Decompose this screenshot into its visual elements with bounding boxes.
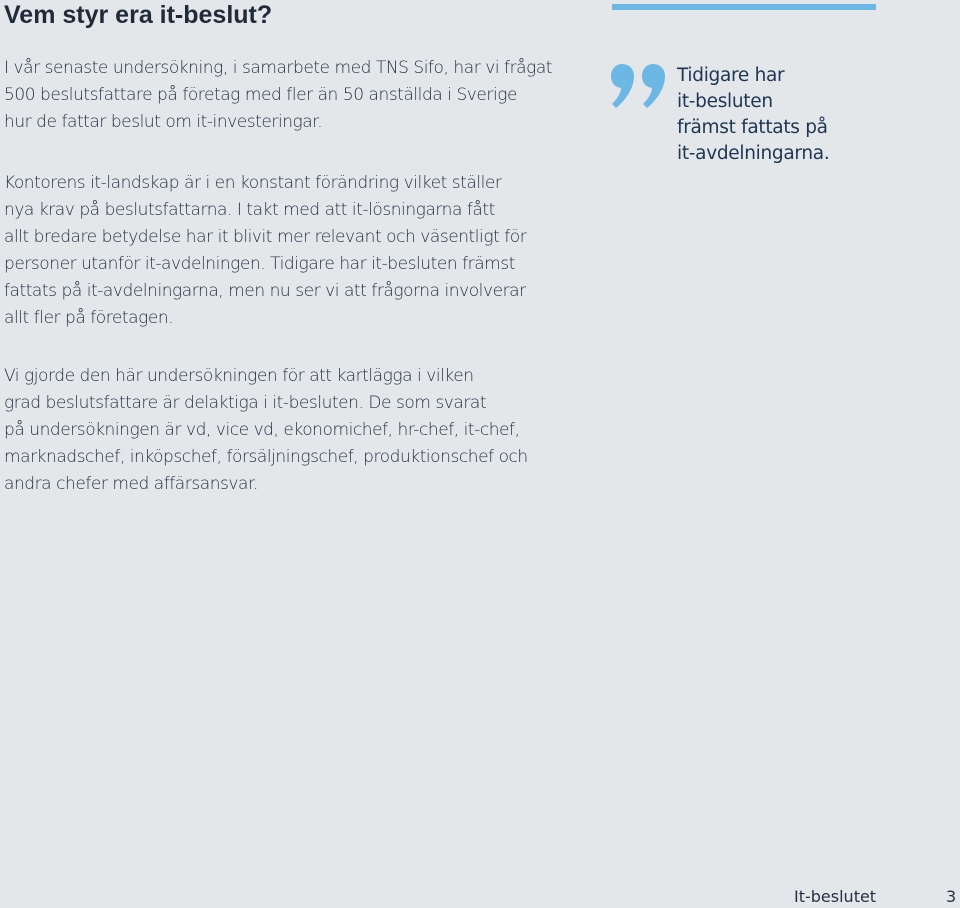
text-line: grad beslutsfattare är delaktiga i it-besluten. De som svarat [4, 393, 487, 413]
text-line: Kontorens it-landskap är i en konstant förändring vilket ställer [4, 173, 502, 193]
intro-paragraph [4, 55, 552, 136]
text-line: I vår senaste undersökning, i samarbete med TNS Sifo, har vi frågat [4, 58, 553, 78]
pull-quote-line: Tidigare har [677, 65, 785, 86]
pull-quote-line: it-avdelningarna. [677, 143, 830, 164]
pull-quote [677, 63, 937, 167]
text-line: andra chefer med affärsansvar. [4, 474, 258, 494]
method-paragraph [4, 363, 528, 498]
footer-publication-label: It-beslutet [794, 887, 877, 906]
text-line: 500 beslutsfattare på företag med fler än 50 anställda i Sverige [4, 85, 517, 105]
accent-rule [612, 4, 876, 10]
pull-quote-line: it-besluten [677, 91, 773, 112]
text-line: allt fler på företagen. [4, 308, 174, 328]
text-line: nya krav på beslutsfattarna. I takt med att it-lösningarna fått [4, 200, 495, 220]
text-line: på undersökningen är vd, vice vd, ekonomichef, hr-chef, it-chef, [4, 420, 520, 440]
closing-quote-icon [610, 62, 668, 112]
page-number: 3 [946, 887, 957, 906]
text-line: marknadschef, inköpschef, försäljningschef, produktionschef och [4, 447, 528, 467]
text-line: personer utanför it-avdelningen. Tidigare har it-besluten främst [4, 254, 515, 274]
text-line: Vi gjorde den här undersökningen för att kartlägga i vilken [4, 366, 474, 386]
context-paragraph [4, 170, 526, 332]
text-line: hur de fattar beslut om it-investeringar. [4, 112, 323, 132]
pull-quote-line: främst fattats på [677, 117, 828, 138]
page-title: Vem styr era it-beslut? [4, 1, 273, 29]
text-line: fattats på it-avdelningarna, men nu ser vi att frågorna involverar [4, 281, 526, 301]
text-line: allt bredare betydelse har it blivit mer relevant och väsentligt för [4, 227, 527, 247]
